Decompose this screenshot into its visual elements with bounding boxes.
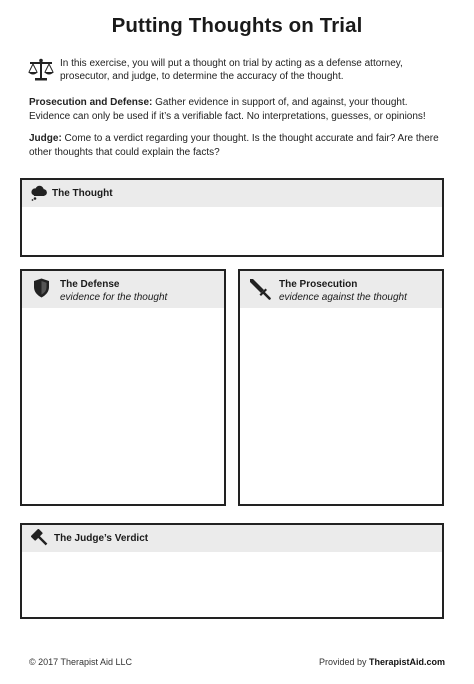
sword-icon (249, 278, 271, 300)
scales-icon (27, 58, 55, 82)
gavel-icon (31, 529, 50, 548)
thought-box-title: The Thought (52, 188, 113, 199)
shield-icon (33, 278, 50, 298)
judge-paragraph (29, 132, 449, 159)
defense-box-title: The Defense (60, 279, 120, 290)
prosecution-box-title: The Prosecution (279, 279, 358, 290)
footer-copyright: © 2017 Therapist Aid LLC (29, 657, 133, 667)
prosecution-defense-label: Prosecution and Defense: (29, 97, 153, 108)
judge-text: Come to a verdict regarding your thought. Is the thought accurate and fair? Are there other thoughts that could explain the facts? (29, 133, 439, 158)
page-title: Putting Thoughts on Trial (111, 14, 363, 37)
prosecution-box[interactable] (238, 269, 444, 506)
judge-label: Judge: (29, 133, 62, 144)
intro-text: In this exercise, you will put a thought on trial by acting as a defense attorney, prosecutor, and judge, to determine the accuracy of the thought. (60, 58, 403, 82)
prosecution-defense-text: Gather evidence in support of, and against, your thought. Evidence can only be used if it’s a verifiable fact. No interpretations, guesses, or opinions! (29, 97, 426, 122)
defense-box[interactable] (20, 269, 226, 506)
verdict-box[interactable] (20, 523, 444, 619)
footer-provided-by (319, 657, 445, 667)
verdict-box-title: The Judge’s Verdict (54, 533, 149, 544)
prosecution-defense-paragraph (29, 96, 449, 123)
thought-box[interactable] (20, 178, 444, 257)
footer-brand-link[interactable]: TherapistAid.com (368, 657, 445, 667)
cloud-icon (30, 185, 48, 201)
prosecution-box-subtitle: evidence against the thought (279, 292, 407, 303)
defense-box-subtitle: evidence for the thought (60, 292, 168, 303)
footer-provided-prefix: Provided by (318, 657, 369, 667)
